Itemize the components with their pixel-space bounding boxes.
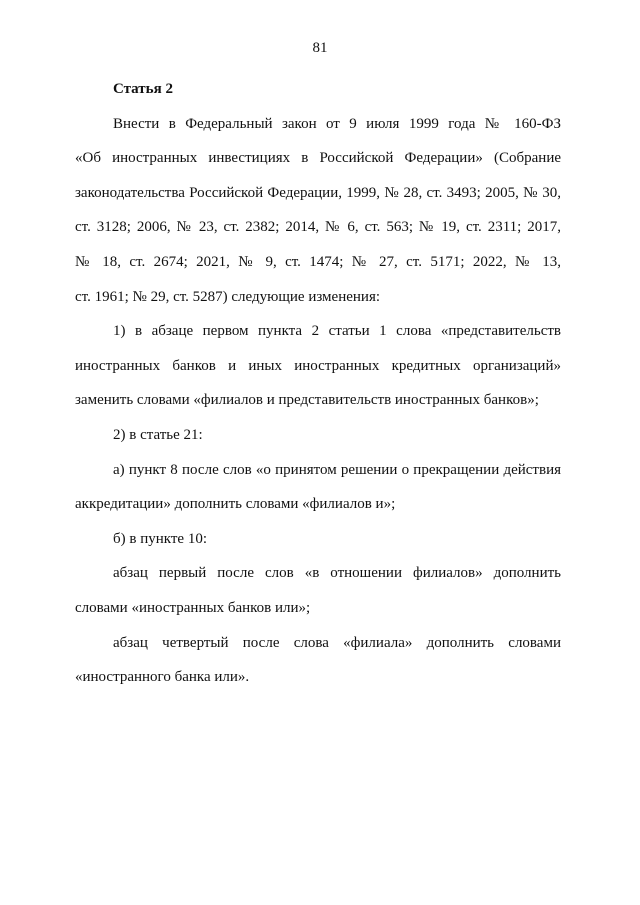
- paragraph-subitem-b: [75, 522, 561, 557]
- text-line: ст. 3128; 2006, № 23, ст. 2382; 2014, № 6, ст. 563; № 19, ст. 2311; 2017,: [75, 219, 561, 236]
- text-line: «Об иностранных инвестициях в Российской Федерации» (Собрание: [75, 150, 561, 167]
- text-line: абзац четвертый после слова «филиала» дополнить словами: [113, 634, 561, 651]
- paragraph-item-2: [75, 418, 561, 453]
- text-line: законодательства Российской Федерации, 1999, № 28, ст. 3493; 2005, № 30,: [75, 184, 561, 201]
- text-line: словами «иностранных банков или»;: [75, 599, 311, 616]
- text-line: заменить словами «филиалов и представительств иностранных банков»;: [75, 392, 539, 409]
- text-line: б) в пункте 10:: [113, 530, 207, 547]
- text-line: ст. 1961; № 29, ст. 5287) следующие изменения:: [75, 288, 381, 305]
- paragraph-subitem-a: [75, 453, 561, 522]
- paragraph-item-1: [75, 314, 561, 418]
- article-heading: Статья 2: [113, 81, 173, 97]
- text-line: «иностранного банка или».: [75, 669, 250, 686]
- paragraph-intro: [75, 107, 561, 315]
- text-line: аккредитации» дополнить словами «филиалов и»;: [75, 496, 396, 513]
- document-body: [75, 72, 561, 695]
- text-line: а) пункт 8 после слов «о принятом решении о прекращении действия: [113, 461, 561, 478]
- paragraph-abzac-first: [75, 556, 561, 625]
- text-line: абзац первый после слов «в отношении филиалов» дополнить: [113, 565, 561, 582]
- text-line: иностранных банков и иных иностранных кредитных организаций»: [75, 357, 561, 374]
- page-number: 81: [312, 40, 328, 56]
- text-line: 2) в статье 21:: [113, 426, 203, 443]
- paragraph-abzac-fourth: [75, 626, 561, 695]
- text-line: 1) в абзаце первом пункта 2 статьи 1 слова «представительств: [113, 323, 561, 340]
- text-line: Внести в Федеральный закон от 9 июля 1999 года № 160-ФЗ: [113, 115, 561, 132]
- text-line: № 18, ст. 2674; 2021, № 9, ст. 1474; № 27, ст. 5171; 2022, № 13,: [75, 253, 561, 270]
